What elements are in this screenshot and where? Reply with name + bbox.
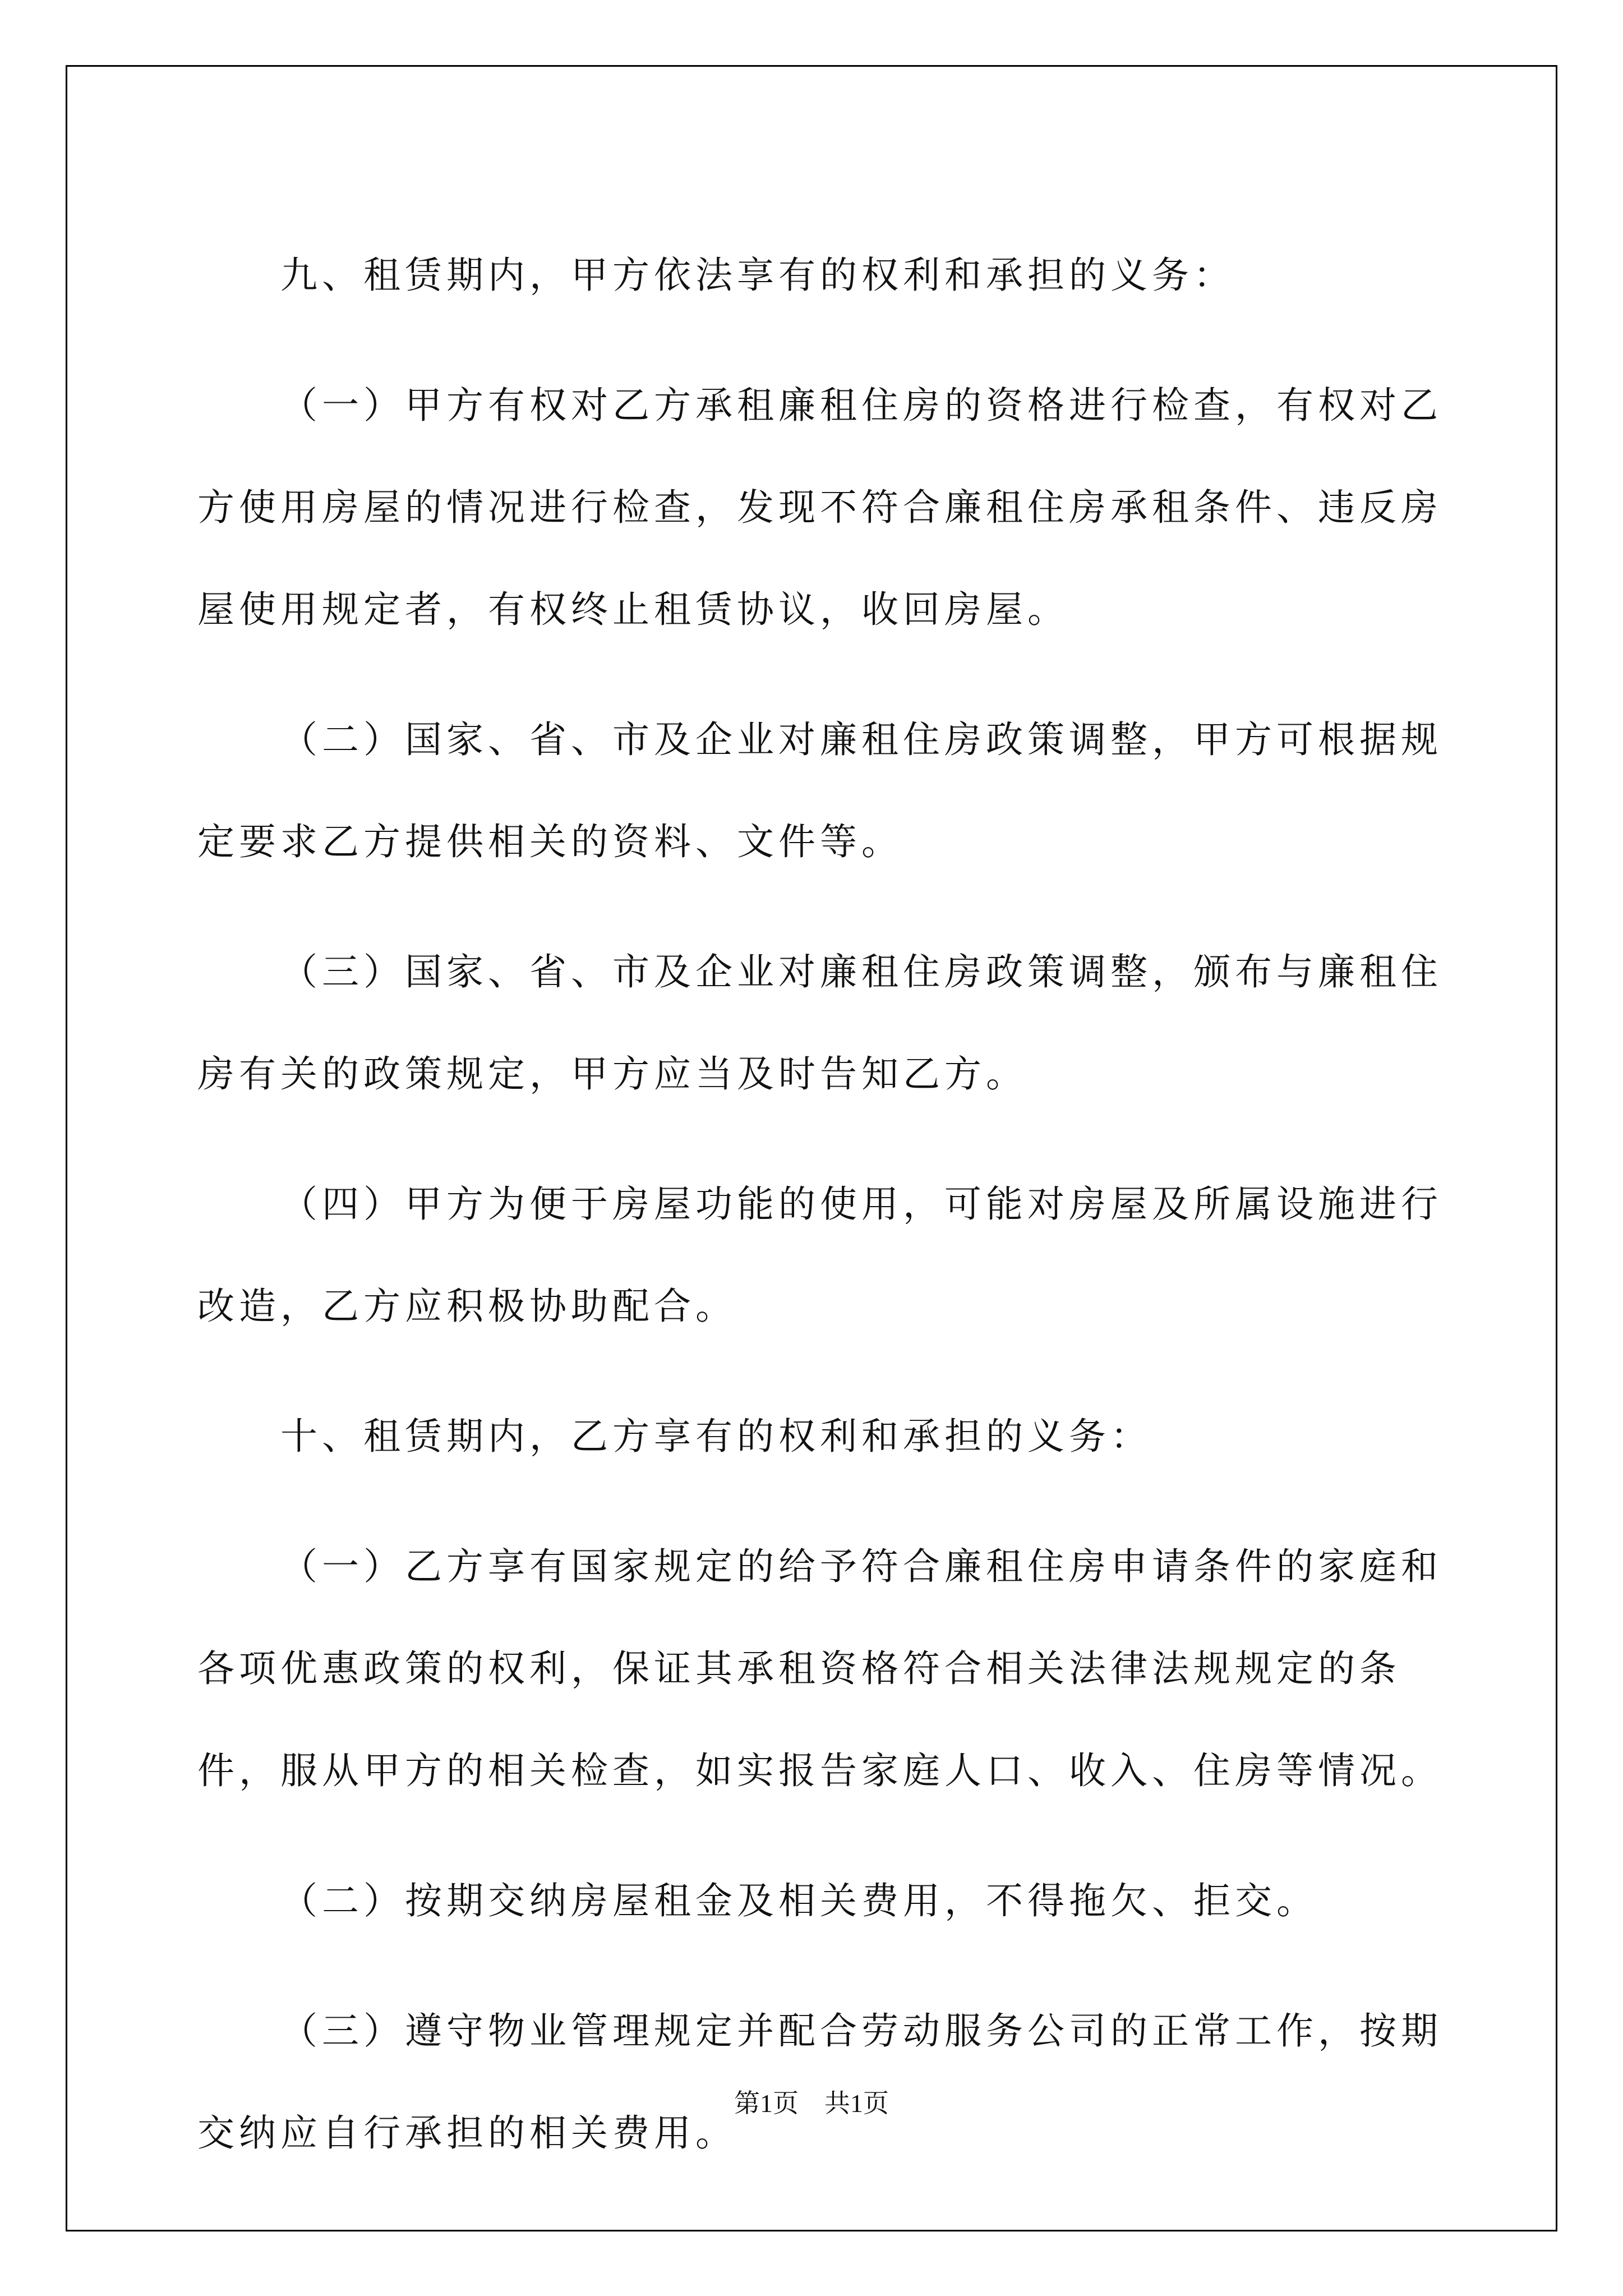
section-nine-item-4: （四）甲方为便于房屋功能的使用，可能对房屋及所属设施进行改造，乙方应积极协助配合。 [197,1182,1442,1328]
document-body [197,224,1454,2184]
section-nine-item-2: （二）国家、省、市及企业对廉租住房政策调整，甲方可根据规定要求乙方提供相关的资料、文件等。 [197,718,1442,863]
section-ten-item-3: （三）遵守物业管理规定并配合劳动服务公司的正常工作，按期交纳应自行承担的相关费用。 [197,2009,1442,2155]
section-nine-heading: 九、租赁期内，甲方依法享有的权利和承担的义务： [280,254,1235,297]
section-ten-item-2: （二）按期交纳房屋租金及相关费用，不得拖欠、拒交。 [280,1879,1318,1922]
page-footer: 第1页 共1页 [734,2089,889,2118]
section-nine-item-1: （一）甲方有权对乙方承租廉租住房的资格进行检查，有权对乙方使用房屋的情况进行检查，发现不符合廉租住房承租条件、违反房屋使用规定者，有权终止租赁协议，收回房屋。 [197,384,1442,631]
section-ten-heading: 十、租赁期内，乙方享有的权利和承担的义务： [280,1415,1152,1458]
section-ten-item-1: （一）乙方享有国家规定的给予符合廉租住房申请条件的家庭和各项优惠政策的权利，保证其承租资格符合相关法律法规规定的条件，服从甲方的相关检查，如实报告家庭人口、收入、住房等情况。 [197,1545,1442,1792]
section-nine-item-3: （三）国家、省、市及企业对廉租住房政策调整，颁布与廉租住房有关的政策规定，甲方应当及时告知乙方。 [197,950,1442,1096]
